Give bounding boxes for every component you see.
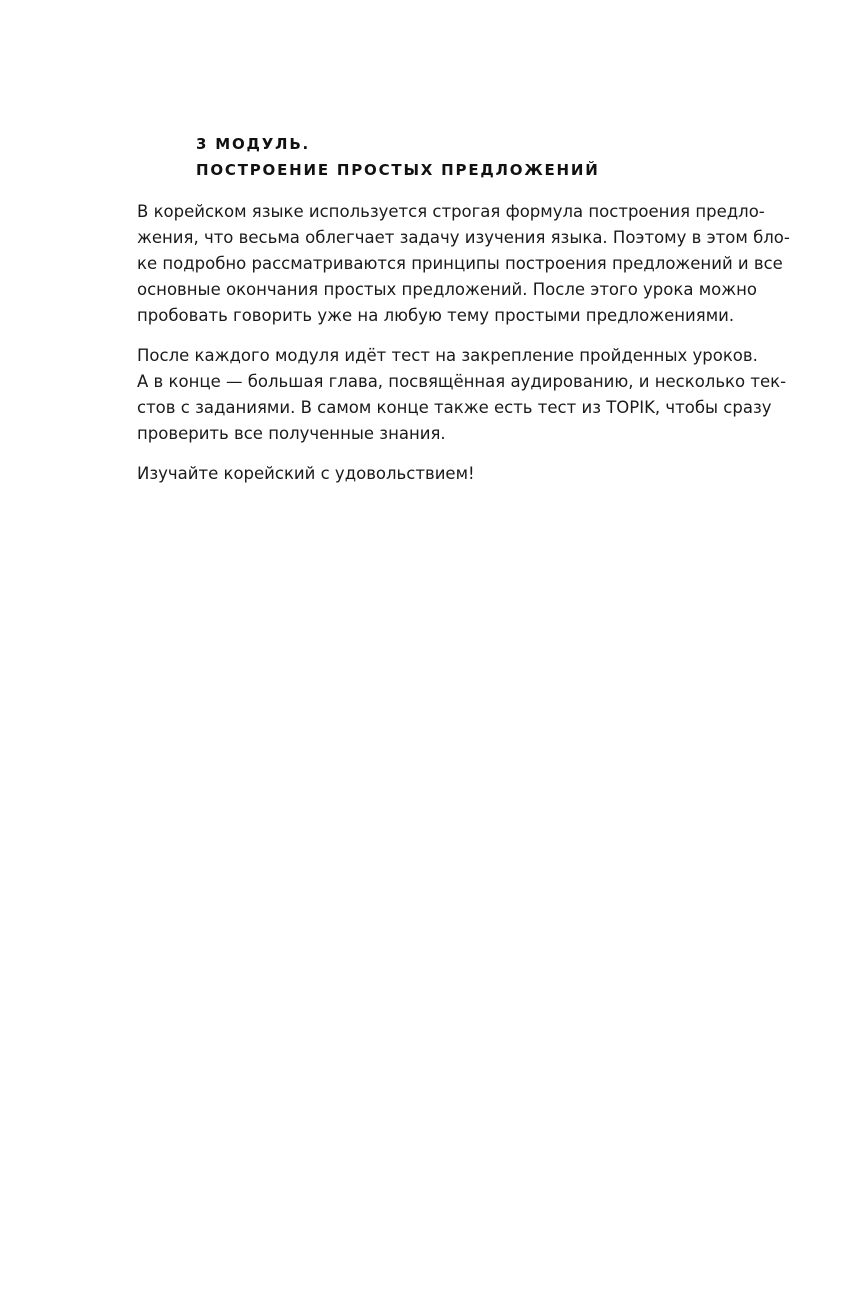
text-line: основные окончания простых предложений. После этого урока можно xyxy=(137,280,757,299)
text-line: проверить все полученные знания. xyxy=(137,424,446,443)
text-line: стов с заданиями. В самом конце также есть тест из TOPIK, чтобы сразу xyxy=(137,398,772,417)
text-line: А в конце — большая глава, посвящённая аудированию, и несколько тек- xyxy=(137,372,787,391)
module-number: 3 МОДУЛЬ. xyxy=(196,135,311,153)
text-line: Изучайте корейский с удовольствием! xyxy=(137,464,475,483)
text-line: пробовать говорить уже на любую тему простыми предложениями. xyxy=(137,306,735,325)
module-title: ПОСТРОЕНИЕ ПРОСТЫХ ПРЕДЛОЖЕНИЙ xyxy=(196,161,600,179)
text-line: ке подробно рассматриваются принципы построения предложений и все xyxy=(137,254,783,273)
module-heading xyxy=(196,131,756,183)
text-line: В корейском языке используется строгая формула построения предло- xyxy=(137,202,765,221)
paragraph-closing xyxy=(137,461,749,487)
body-text xyxy=(137,199,790,501)
text-line: жения, что весьма облегчает задачу изучения языка. Поэтому в этом бло- xyxy=(137,228,790,247)
paragraph-structure xyxy=(137,343,787,447)
paragraph-intro xyxy=(137,199,790,329)
text-line: После каждого модуля идёт тест на закрепление пройденных уроков. xyxy=(137,346,758,365)
